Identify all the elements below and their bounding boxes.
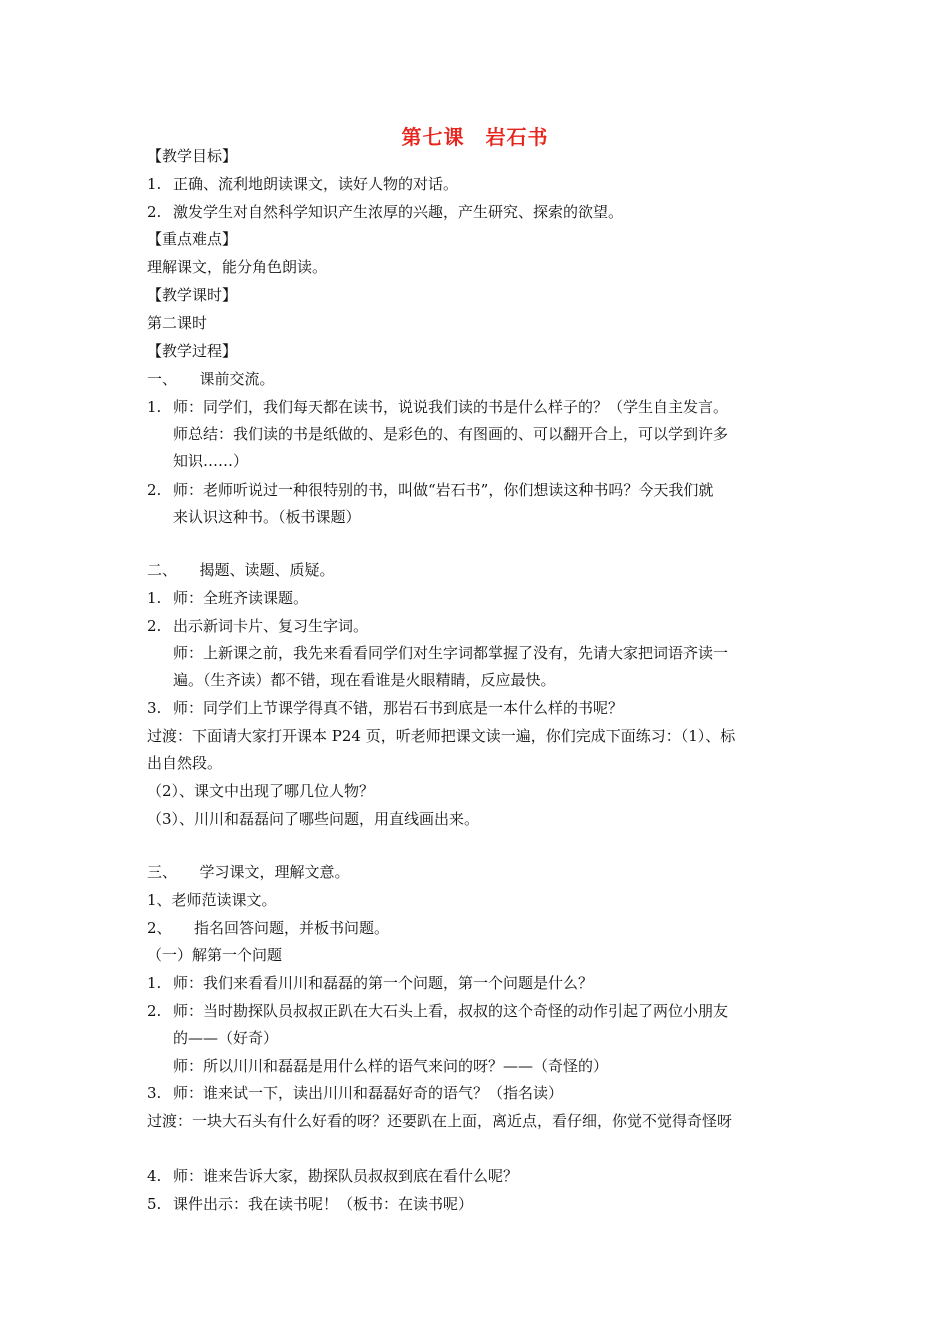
item-number: 1. xyxy=(147,589,162,607)
item-number: 5. xyxy=(147,1195,162,1213)
paragraph-text: （一）解第一个问题 xyxy=(147,946,283,964)
paragraph-text: （3）、川川和磊磊问了哪些问题，用直线画出来。 xyxy=(147,810,480,828)
list-item-continuation: 的——（好奇） xyxy=(173,1029,279,1047)
list-item-text: 师：我们来看看川川和磊磊的第一个问题，第一个问题是什么？ xyxy=(173,974,594,992)
paragraph-text: 过渡：一块大石头有什么好看的呀？还要趴在上面，离近点，看仔细，你觉不觉得奇怪呀 xyxy=(147,1112,733,1130)
list-item-text: 师：谁来告诉大家，勘探队员叔叔到底在看什么呢？ xyxy=(173,1167,519,1185)
item-number: 2. xyxy=(147,481,162,499)
item-number: 2. xyxy=(147,1002,162,1020)
step-heading: 二、 揭题、读题、质疑。 xyxy=(147,561,335,579)
list-item-text: 师：老师听说过一种很特别的书，叫做“岩石书”，你们想读这种书吗？今天我们就 xyxy=(173,481,714,499)
item-number: 1. xyxy=(147,398,162,416)
item-number: 2. xyxy=(147,617,162,635)
list-item-text: 激发学生对自然科学知识产生浓厚的兴趣，产生研究、探索的欲望。 xyxy=(173,203,624,221)
item-number: 1. xyxy=(147,175,162,193)
section-heading: 【教学课时】 xyxy=(147,286,238,304)
list-item-text: 师：谁来试一下，读出川川和磊磊好奇的语气？（指名读） xyxy=(173,1084,564,1102)
step-heading: 三、 学习课文，理解文意。 xyxy=(147,863,350,881)
page-title: 第七课 岩石书 xyxy=(401,125,549,149)
list-item-continuation: 师：上新课之前，我先来看看同学们对生字词都掌握了没有，先请大家把词语齐读一 xyxy=(173,644,729,662)
item-number: 3. xyxy=(147,699,162,717)
paragraph-text: 理解课文，能分角色朗读。 xyxy=(147,258,328,276)
item-number: 3. xyxy=(147,1084,162,1102)
paragraph-text: （2）、课文中出现了哪几位人物？ xyxy=(147,782,375,800)
paragraph-text: 1、老师范读课文。 xyxy=(147,891,277,909)
section-heading: 【教学目标】 xyxy=(147,147,238,165)
paragraph-text: 2、 指名回答问题，并板书问题。 xyxy=(147,919,390,937)
list-item-text: 师：当时勘探队员叔叔正趴在大石头上看，叔叔的这个奇怪的动作引起了两位小朋友 xyxy=(173,1002,729,1020)
list-item-continuation: 遍。（生齐读）都不错，现在看谁是火眼精睛，反应最快。 xyxy=(173,671,556,689)
list-item-text: 师：同学们，我们每天都在读书，说说我们读的书是什么样子的？（学生自主发言。 xyxy=(173,398,729,416)
list-item-continuation: 师：所以川川和磊磊是用什么样的语气来问的呀？——（奇怪的） xyxy=(173,1057,609,1075)
item-number: 2. xyxy=(147,203,162,221)
list-item-text: 师：同学们上节课学得真不错，那岩石书到底是一本什么样的书呢？ xyxy=(173,699,624,717)
list-item-continuation: 知识……） xyxy=(173,452,249,470)
list-item-continuation: 来认识这种书。（板书课题） xyxy=(173,508,361,526)
paragraph-text: 出自然段。 xyxy=(147,754,223,772)
list-item-text: 课件出示：我在读书呢！（板书：在读书呢） xyxy=(173,1195,474,1213)
paragraph-text: 第二课时 xyxy=(147,314,208,332)
list-item-text: 出示新词卡片、复习生字词。 xyxy=(173,617,369,635)
item-number: 1. xyxy=(147,974,162,992)
step-heading: 一、 课前交流。 xyxy=(147,370,275,388)
list-item-text: 师：全班齐读课题。 xyxy=(173,589,309,607)
section-heading: 【教学过程】 xyxy=(147,342,238,360)
item-number: 4. xyxy=(147,1167,162,1185)
paragraph-text: 过渡：下面请大家打开课本 P24 页，听老师把课文读一遍，你们完成下面练习：（1）、标 xyxy=(147,727,736,745)
section-heading: 【重点难点】 xyxy=(147,230,238,248)
list-item-text: 正确、流利地朗读课文，读好人物的对话。 xyxy=(173,175,459,193)
list-item-continuation: 师总结：我们读的书是纸做的、是彩色的、有图画的、可以翻开合上，可以学到许多 xyxy=(173,425,729,443)
